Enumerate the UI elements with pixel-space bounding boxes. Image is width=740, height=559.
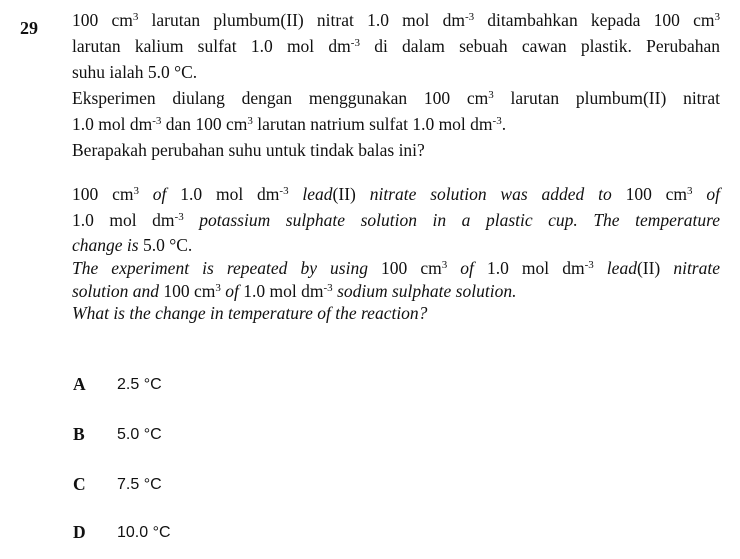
malay-line-6: Berapakah perubahan suhu untuk tindak balas ini?: [72, 140, 425, 160]
malay-line-1-text-c: ditambahkan kepada 100 cm: [474, 10, 715, 30]
question-number: 29: [20, 18, 38, 38]
english-line-1: [72, 183, 720, 205]
malay-line-2-sup-1: -3: [350, 37, 360, 49]
english-line-4-text-g: nitrate: [673, 258, 720, 278]
malay-line-5: [72, 113, 506, 135]
option-b-letter: B: [73, 424, 85, 444]
english-line-1-sup-2: -3: [279, 185, 289, 197]
english-line-6: What is the change in temperature of the reaction?: [72, 303, 428, 323]
malay-line-5-text-a: 1.0 mol dm: [72, 114, 153, 134]
english-line-4-text-f: (II): [636, 258, 674, 278]
malay-line-4: [72, 87, 720, 109]
english-line-4-text-d: 1.0 mol dm: [486, 258, 585, 278]
malay-line-5-text-c: larutan natrium sulfat 1.0 mol dm: [252, 114, 493, 134]
malay-line-1-sup-3: 3: [714, 11, 720, 23]
english-line-5-text-c: of: [220, 281, 244, 301]
english-line-1-sup-1: 3: [133, 185, 139, 197]
english-line-5-sup-2: -3: [323, 282, 333, 294]
option-d-value: 10.0 °C: [117, 524, 171, 541]
option-c-letter: C: [73, 474, 86, 494]
english-line-4-text-a: The experiment is repeated by using: [72, 258, 382, 278]
english-line-4-sup-1: 3: [441, 259, 448, 271]
malay-line-1-text-a: 100 cm: [72, 10, 133, 30]
english-line-5-text-b: 100 cm: [163, 281, 216, 301]
english-line-3: [72, 234, 192, 256]
malay-line-1: [72, 9, 720, 31]
english-line-5-sup-1: 3: [215, 282, 221, 294]
malay-line-2-text-a: larutan kalium sulfat 1.0 mol dm: [72, 36, 351, 56]
english-line-2: [72, 209, 720, 231]
malay-line-1-sup-1: 3: [132, 11, 139, 23]
option-a-letter: A: [73, 374, 86, 394]
malay-line-5-sup-3: -3: [492, 115, 502, 127]
option-a-value: 2.5 °C: [117, 376, 162, 393]
english-line-3-text-a: change is: [72, 235, 143, 255]
english-line-1-text-b: of: [138, 184, 181, 204]
malay-line-4-text-a: Eksperimen diulang dengan menggunakan 100 cm: [72, 88, 489, 108]
malay-line-1-sup-2: -3: [464, 11, 475, 23]
english-line-2-text-a: 1.0 mol dm: [72, 210, 175, 230]
english-line-4-text-b: 100 cm: [381, 258, 442, 278]
english-line-1-text-a: 100 cm: [72, 184, 134, 204]
english-line-5-text-e: sodium sulphate solution.: [332, 281, 517, 301]
english-line-4: [72, 257, 720, 279]
english-line-2-sup-1: -3: [174, 211, 184, 223]
english-line-5-text-a: solution and: [72, 281, 164, 301]
option-d-letter: D: [73, 522, 86, 542]
english-line-4-text-c: of: [447, 258, 487, 278]
malay-line-4-sup-1: 3: [488, 89, 494, 101]
english-line-1-text-d: lead: [288, 184, 333, 204]
malay-line-5-sup-1: -3: [152, 115, 162, 127]
malay-line-4-text-b: larutan plumbum(II) nitrat: [493, 88, 720, 108]
option-c-value: 7.5 °C: [117, 476, 162, 493]
english-line-1-text-h: of: [692, 184, 720, 204]
english-line-1-text-g: 100 cm: [625, 184, 688, 204]
english-line-1-text-e: (II): [332, 184, 370, 204]
english-line-1-text-f: nitrate solution was added to: [369, 184, 626, 204]
english-line-5: [72, 280, 516, 302]
malay-line-5-text-d: .: [501, 114, 507, 134]
english-line-1-sup-3: 3: [687, 185, 693, 197]
malay-line-1-text-b: larutan plumbum(II) nitrat 1.0 mol dm: [138, 10, 465, 30]
option-b-value: 5.0 °C: [117, 426, 162, 443]
malay-line-3: suhu ialah 5.0 °C.: [72, 62, 198, 82]
english-line-4-text-e: lead: [593, 258, 637, 278]
malay-line-5-sup-2: 3: [247, 115, 253, 127]
english-line-5-text-d: 1.0 mol dm: [243, 281, 324, 301]
malay-line-2-text-b: di dalam sebuah cawan plastik. Perubahan: [359, 36, 721, 56]
english-line-2-text-b: potassium sulphate solution in a plastic cup. The temperature: [183, 210, 720, 230]
english-line-1-text-c: 1.0 mol dm: [180, 184, 280, 204]
english-line-3-text-b: 5.0 °C.: [142, 235, 193, 255]
malay-line-2: [72, 35, 720, 57]
malay-line-5-text-b: dan 100 cm: [161, 114, 248, 134]
english-line-4-sup-2: -3: [584, 259, 594, 271]
